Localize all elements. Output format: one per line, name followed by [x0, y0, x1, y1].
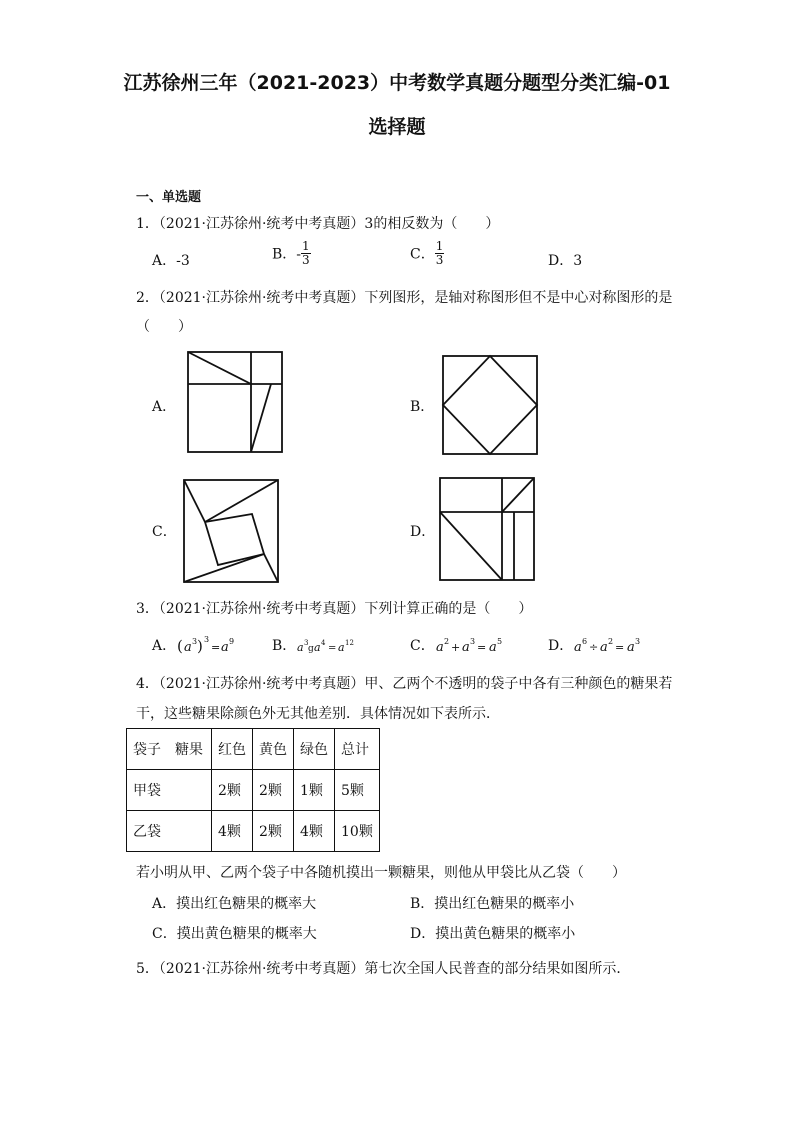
table-cell: 乙袋 [127, 811, 212, 852]
table-header-cell: 袋子 糖果 [127, 729, 212, 770]
svg-text:5: 5 [496, 637, 502, 646]
q2-figure-c [182, 478, 280, 584]
q2-a-square [188, 352, 282, 452]
table-cell: 甲袋 [127, 770, 212, 811]
table-row [127, 811, 380, 852]
table-cell: 10颗 [335, 811, 380, 852]
q4-question: 若小明从甲、乙两个袋子中各随机摸出一颗糖果，则他从甲袋比从乙袋（ ） [136, 865, 626, 881]
q2-stem-line1: 2．（2021·江苏徐州·统考中考真题）下列图形，是轴对称图形但不是中心对称图形的是 [136, 290, 673, 306]
section-heading: 一、单选题 [136, 190, 202, 205]
q4-option-b: B．摸出红色糖果的概率小 [410, 896, 575, 912]
table-cell: 2颗 [212, 770, 253, 811]
doc-title-line1: 江苏徐州三年（2021-2023）中考数学真题分题型分类汇编-01 [123, 72, 671, 94]
q2-c-line-1 [184, 480, 205, 522]
svg-text:a: a [627, 640, 635, 655]
q2-figure-a [186, 350, 284, 454]
svg-text:+: + [450, 641, 460, 654]
q2-option-d: D． [410, 524, 436, 540]
svg-text:(: ( [177, 637, 183, 655]
q1-option-b-fraction [301, 240, 311, 267]
q3-option-d-formula [573, 634, 653, 658]
svg-text:3: 3 [635, 637, 641, 646]
q1-option-c-numerator: 1 [435, 239, 444, 253]
q3-option-d-label: D． [548, 638, 574, 654]
table-cell: 5颗 [335, 770, 380, 811]
q4-stem-line2: 干，这些糖果除颜色外无其他差别．具体情况如下表所示． [136, 706, 500, 722]
q2-option-a: A． [152, 399, 177, 415]
q2-c-line-3 [264, 554, 278, 582]
q3-option-a [152, 634, 242, 658]
q3-stem: 3．（2021·江苏徐州·统考中考真题）下列计算正确的是（ ） [136, 601, 533, 617]
q1-option-b-denominator: 3 [302, 253, 310, 267]
svg-text:a: a [338, 641, 345, 654]
q4-option-a: A．摸出红色糖果的概率大 [152, 896, 317, 912]
table-header-cell: 总计 [335, 729, 380, 770]
table-cell: 1颗 [294, 770, 335, 811]
q3-option-c-formula [435, 634, 515, 658]
q1-option-b-numerator: 1 [302, 239, 310, 253]
table-header-cell: 黄色 [253, 729, 294, 770]
q2-figure-d [438, 476, 536, 582]
q3-option-b [272, 634, 362, 658]
q2-b-inner-diamond [443, 356, 537, 454]
q3-option-d [548, 634, 653, 658]
svg-text:a: a [461, 640, 470, 655]
table-cell: 4颗 [212, 811, 253, 852]
svg-text:=: = [476, 641, 486, 654]
q2-c-square [184, 480, 278, 582]
svg-text:): ) [197, 637, 203, 655]
svg-text:=: = [328, 643, 337, 654]
q2-option-c: C． [152, 524, 177, 540]
table-row [127, 770, 380, 811]
svg-text:a: a [488, 640, 497, 655]
svg-text:a: a [574, 640, 582, 655]
q2-a-diagonal-right [251, 384, 271, 452]
q1-option-b [272, 240, 311, 267]
svg-text:a: a [600, 640, 608, 655]
q3-option-a-formula [176, 634, 242, 658]
svg-text:=: = [211, 641, 221, 654]
q2-d-diagonal [440, 512, 502, 580]
q2-c-line-4 [184, 554, 264, 582]
svg-text:a: a [184, 640, 192, 655]
svg-text:a: a [297, 641, 304, 654]
q1-option-b-prefix: B．- [272, 246, 302, 263]
q1-option-c-fraction [435, 240, 445, 267]
q2-b-square [443, 356, 537, 454]
q4-option-d: D．摸出黄色糖果的概率小 [410, 926, 576, 942]
q2-stem-line2: （ ） [136, 319, 192, 335]
svg-text:9: 9 [229, 637, 235, 646]
q5-stem: 5．（2021·江苏徐州·统考中考真题）第七次全国人民普查的部分结果如图所示． [136, 961, 631, 977]
q3-option-b-label: B． [272, 638, 297, 654]
q1-option-a: A．-3 [152, 253, 190, 269]
svg-text:g: g [308, 644, 315, 654]
q1-option-c-prefix: C． [410, 246, 435, 263]
candy-table [126, 728, 380, 852]
table-header-cell: 红色 [212, 729, 253, 770]
svg-text:12: 12 [345, 639, 355, 647]
q1-option-c-denominator: 3 [435, 253, 444, 267]
table-header-row [127, 729, 380, 770]
svg-text:3: 3 [192, 637, 198, 646]
svg-text:=: = [615, 641, 625, 654]
q4-stem-line1: 4．（2021·江苏徐州·统考中考真题）甲、乙两个不透明的袋子中各有三种颜色的糖果若 [136, 676, 673, 692]
q3-option-c [410, 634, 515, 658]
svg-text:a: a [314, 641, 321, 654]
q4-option-c: C．摸出黄色糖果的概率大 [152, 926, 317, 942]
doc-title-line2: 选择题 [368, 116, 426, 138]
q3-option-b-formula [296, 634, 362, 658]
table-header-cell: 绿色 [294, 729, 335, 770]
table-cell: 2颗 [253, 811, 294, 852]
svg-text:4: 4 [321, 639, 326, 647]
svg-text:2: 2 [608, 637, 614, 646]
svg-text:3: 3 [204, 635, 210, 644]
svg-text:3: 3 [469, 637, 475, 646]
svg-text:3: 3 [304, 639, 309, 647]
q2-figure-b [441, 354, 539, 456]
svg-text:a: a [435, 640, 444, 655]
q2-option-b: B． [410, 399, 435, 415]
q3-option-a-label: A． [152, 638, 177, 654]
q2-d-corner-diagonal [502, 478, 534, 512]
svg-text:2: 2 [443, 637, 449, 646]
table-cell: 4颗 [294, 811, 335, 852]
table-cell: 2颗 [253, 770, 294, 811]
q1-stem: 1．（2021·江苏徐州·统考中考真题）3的相反数为（ ） [136, 216, 500, 232]
svg-text:6: 6 [582, 637, 588, 646]
q2-a-diagonal-top [188, 352, 251, 384]
q1-option-c [410, 240, 444, 267]
svg-text:÷: ÷ [589, 641, 599, 654]
q3-option-c-label: C． [410, 638, 435, 654]
q1-option-d: D．3 [548, 253, 583, 269]
svg-text:a: a [221, 640, 229, 655]
